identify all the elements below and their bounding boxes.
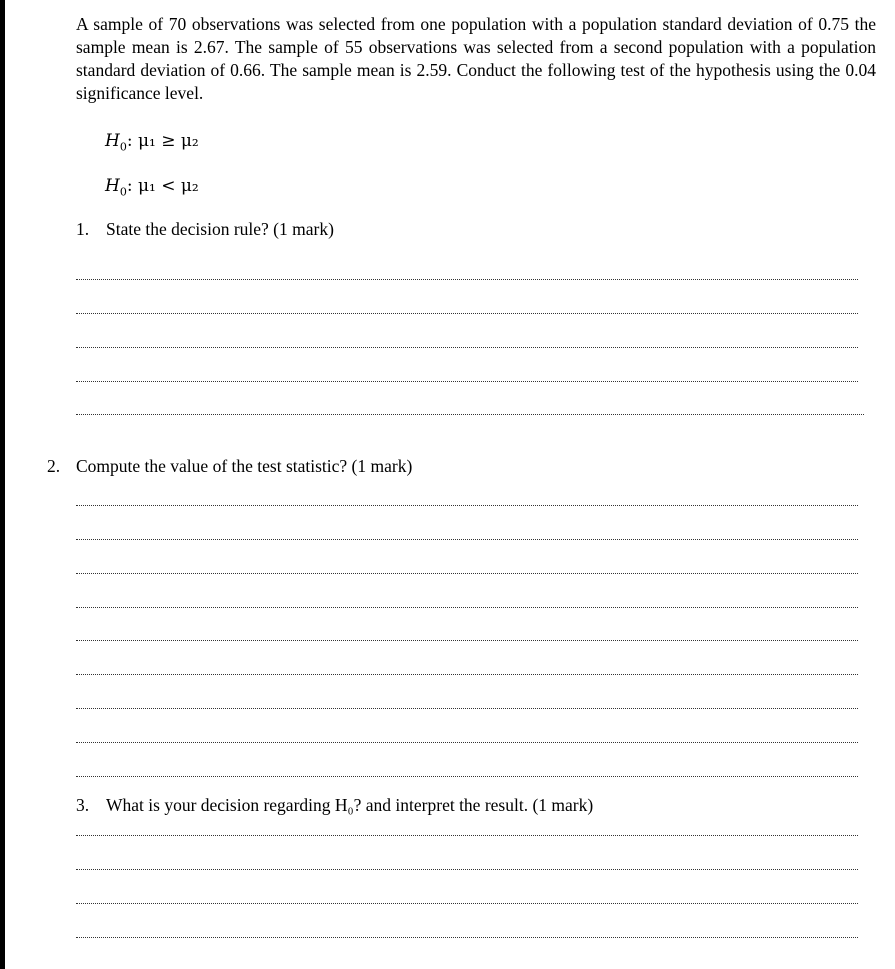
answer-line[interactable]: [76, 742, 858, 743]
answer-line[interactable]: [76, 573, 858, 574]
question-number: 3.: [76, 795, 90, 815]
question-text: Compute the value of the test statistic? (1 mark): [76, 456, 413, 476]
hypothesis-symbol: H: [105, 131, 120, 151]
hypothesis-symbol: H: [105, 176, 120, 196]
answer-line[interactable]: [76, 937, 858, 938]
question-3: [76, 795, 593, 816]
problem-statement: A sample of 70 observations was selected from one population with a population standard deviation of 0.75 the sample mean is 2.67. The sample of 55 observations was selected from a second population with a population standard deviation of 0.66. The sample mean is 2.59. Conduct the following test of the hypothesis using the 0.04 significance level.: [76, 14, 876, 103]
question-2: [47, 456, 412, 477]
answer-line[interactable]: [76, 640, 858, 641]
hypothesis-expression: : μ₁ ≥ μ₂: [126, 131, 199, 151]
hypothesis-subscript: 0: [119, 140, 127, 154]
question-text: What is your decision regarding H₀? and interpret the result. (1 mark): [106, 795, 594, 815]
answer-line[interactable]: [76, 279, 858, 280]
hypothesis-subscript: 0: [119, 185, 127, 199]
question-1: [76, 219, 334, 240]
answer-line[interactable]: [76, 708, 858, 709]
answer-line[interactable]: [76, 835, 858, 836]
answer-line[interactable]: [76, 607, 858, 608]
answer-line[interactable]: [76, 347, 858, 348]
question-number: 2.: [47, 456, 61, 476]
answer-line[interactable]: [76, 869, 858, 870]
null-hypothesis: [105, 131, 199, 153]
hypothesis-expression: : μ₁ < μ₂: [126, 176, 199, 196]
answer-line[interactable]: [76, 539, 858, 540]
answer-line[interactable]: [76, 414, 864, 415]
answer-line[interactable]: [76, 776, 858, 777]
answer-line[interactable]: [76, 903, 858, 904]
answer-line[interactable]: [76, 381, 858, 382]
answer-line[interactable]: [76, 313, 858, 314]
page-left-border: [0, 0, 5, 969]
answer-line[interactable]: [76, 505, 858, 506]
answer-line[interactable]: [76, 674, 858, 675]
alternative-hypothesis: [105, 176, 199, 198]
question-text: State the decision rule? (1 mark): [106, 219, 334, 239]
question-number: 1.: [76, 219, 90, 239]
